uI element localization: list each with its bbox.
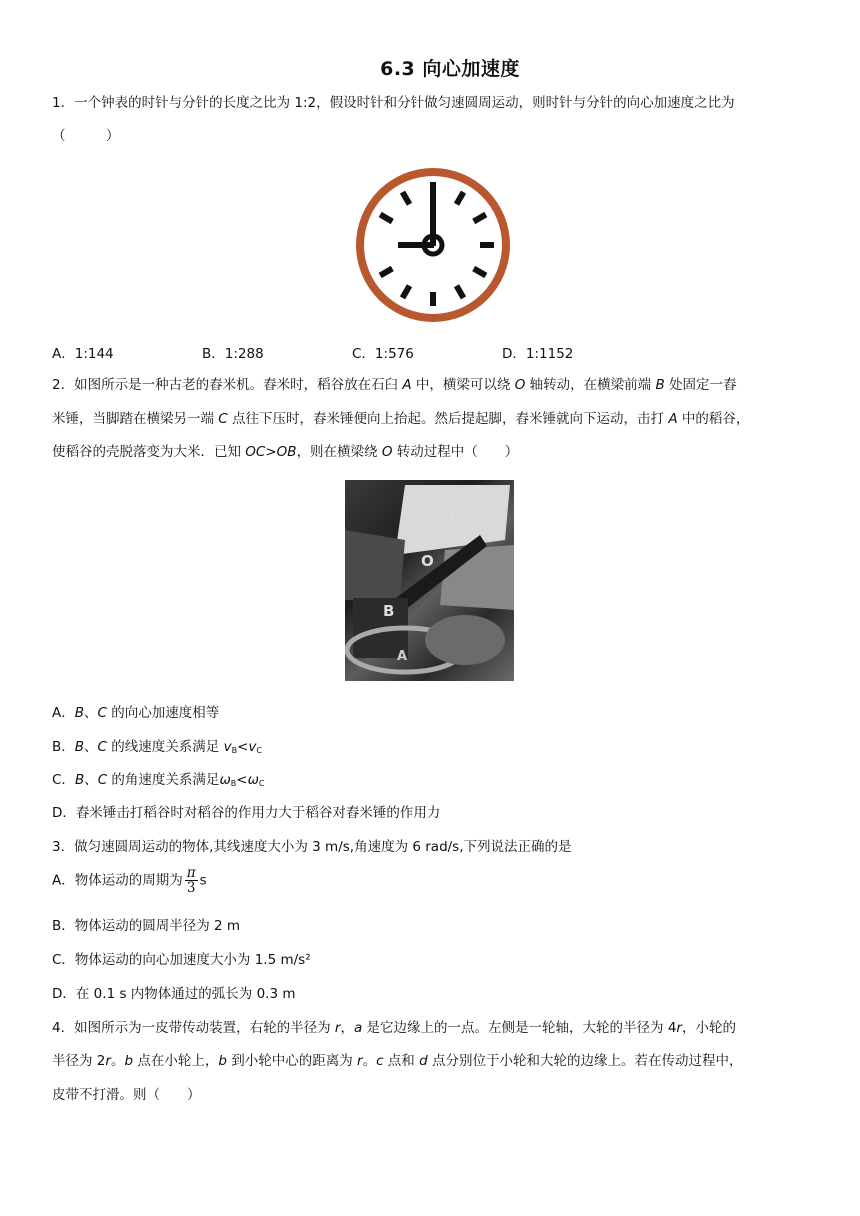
q2-option-a[interactable]: A．B、C 的向心加速度相等 — [52, 705, 220, 721]
pi-over-3-fraction: $\frac{\pi}{3}$ — [186, 865, 196, 896]
photo-label-o: O — [421, 552, 434, 570]
q1-option-d[interactable]: D．1:1152 — [502, 346, 574, 362]
q4-stem-line3: 皮带不打滑。则（ ） — [52, 1087, 201, 1103]
q3-option-b[interactable]: B．物体运动的圆周半径为 2 m — [52, 918, 241, 934]
q2-stem-line2: 米锤，当脚踏在横梁另一端 C 点往下压时，舂米锤便向上抬起。然后提起脚，舂米锤就向下运动，击打 A 中的稻谷， — [52, 411, 750, 427]
q2-option-d[interactable]: D．舂米锤击打稻谷时对稻谷的作用力大于稻谷对舂米锤的作用力 — [52, 805, 441, 821]
q2-option-c[interactable]: C．B、C 的角速度关系满足$\omega_B<\omega_C$ — [52, 772, 265, 788]
photo-label-c: C — [449, 508, 461, 526]
clock-image — [352, 164, 514, 326]
page-title: 6.3 向心加速度 — [380, 58, 520, 80]
q2-stem-line1: 2．如图所示是一种古老的舂米机。舂米时，稻谷放在石臼 A 中，横梁可以绕 O 轴转动，在横梁前端 B 处固定一舂 — [52, 377, 737, 393]
q1-option-a[interactable]: A．1:144 — [52, 346, 114, 362]
q1-option-b[interactable]: B．1:288 — [202, 346, 264, 362]
q4-stem-line2: 半径为 2r。b 点在小轮上，b 到小轮中心的距离为 r。c 点和 d 点分别位于小轮和大轮的边缘上。若在传动过程中， — [52, 1053, 743, 1069]
q3-option-c[interactable]: C．物体运动的向心加速度大小为 1.5 m/s² — [52, 952, 311, 968]
photo-label-a: A — [397, 649, 408, 664]
photo-label-b: B — [383, 602, 395, 620]
rice-pounder-photo — [345, 480, 514, 681]
q3-stem: 3．做匀速圆周运动的物体,其线速度大小为 3 m/s,角速度为 6 rad/s,下列说法正确的是 — [52, 839, 572, 855]
q1-stem-line1: 1．一个钟表的时针与分针的长度之比为 1:2，假设时针和分针做匀速圆周运动，则时针与分针的向心加速度之比为 — [52, 95, 735, 111]
q3-option-d[interactable]: D．在 0.1 s 内物体通过的弧长为 0.3 m — [52, 986, 296, 1002]
clock-tick — [430, 292, 436, 306]
hour-hand — [398, 242, 434, 248]
q2-stem-line3: 使稻谷的壳脱落变为大米．已知 OC>OB，则在横梁绕 O 转动过程中（ ） — [52, 444, 519, 460]
q1-option-c[interactable]: C．1:576 — [352, 346, 414, 362]
q1-stem-line2: （ ） — [52, 128, 120, 144]
q4-stem-line1: 4．如图所示为一皮带传动装置，右轮的半径为 r，a 是它边缘上的一点。左侧是一轮轴，大轮的半径为 4r，小轮的 — [52, 1020, 736, 1036]
q3-option-a[interactable]: A．物体运动的周期为 $\frac{\pi}{3}$ s — [52, 865, 207, 896]
q2-option-b[interactable]: B．B、C 的线速度关系满足 $v_B<v_C$ — [52, 739, 262, 755]
clock-tick — [480, 242, 494, 248]
